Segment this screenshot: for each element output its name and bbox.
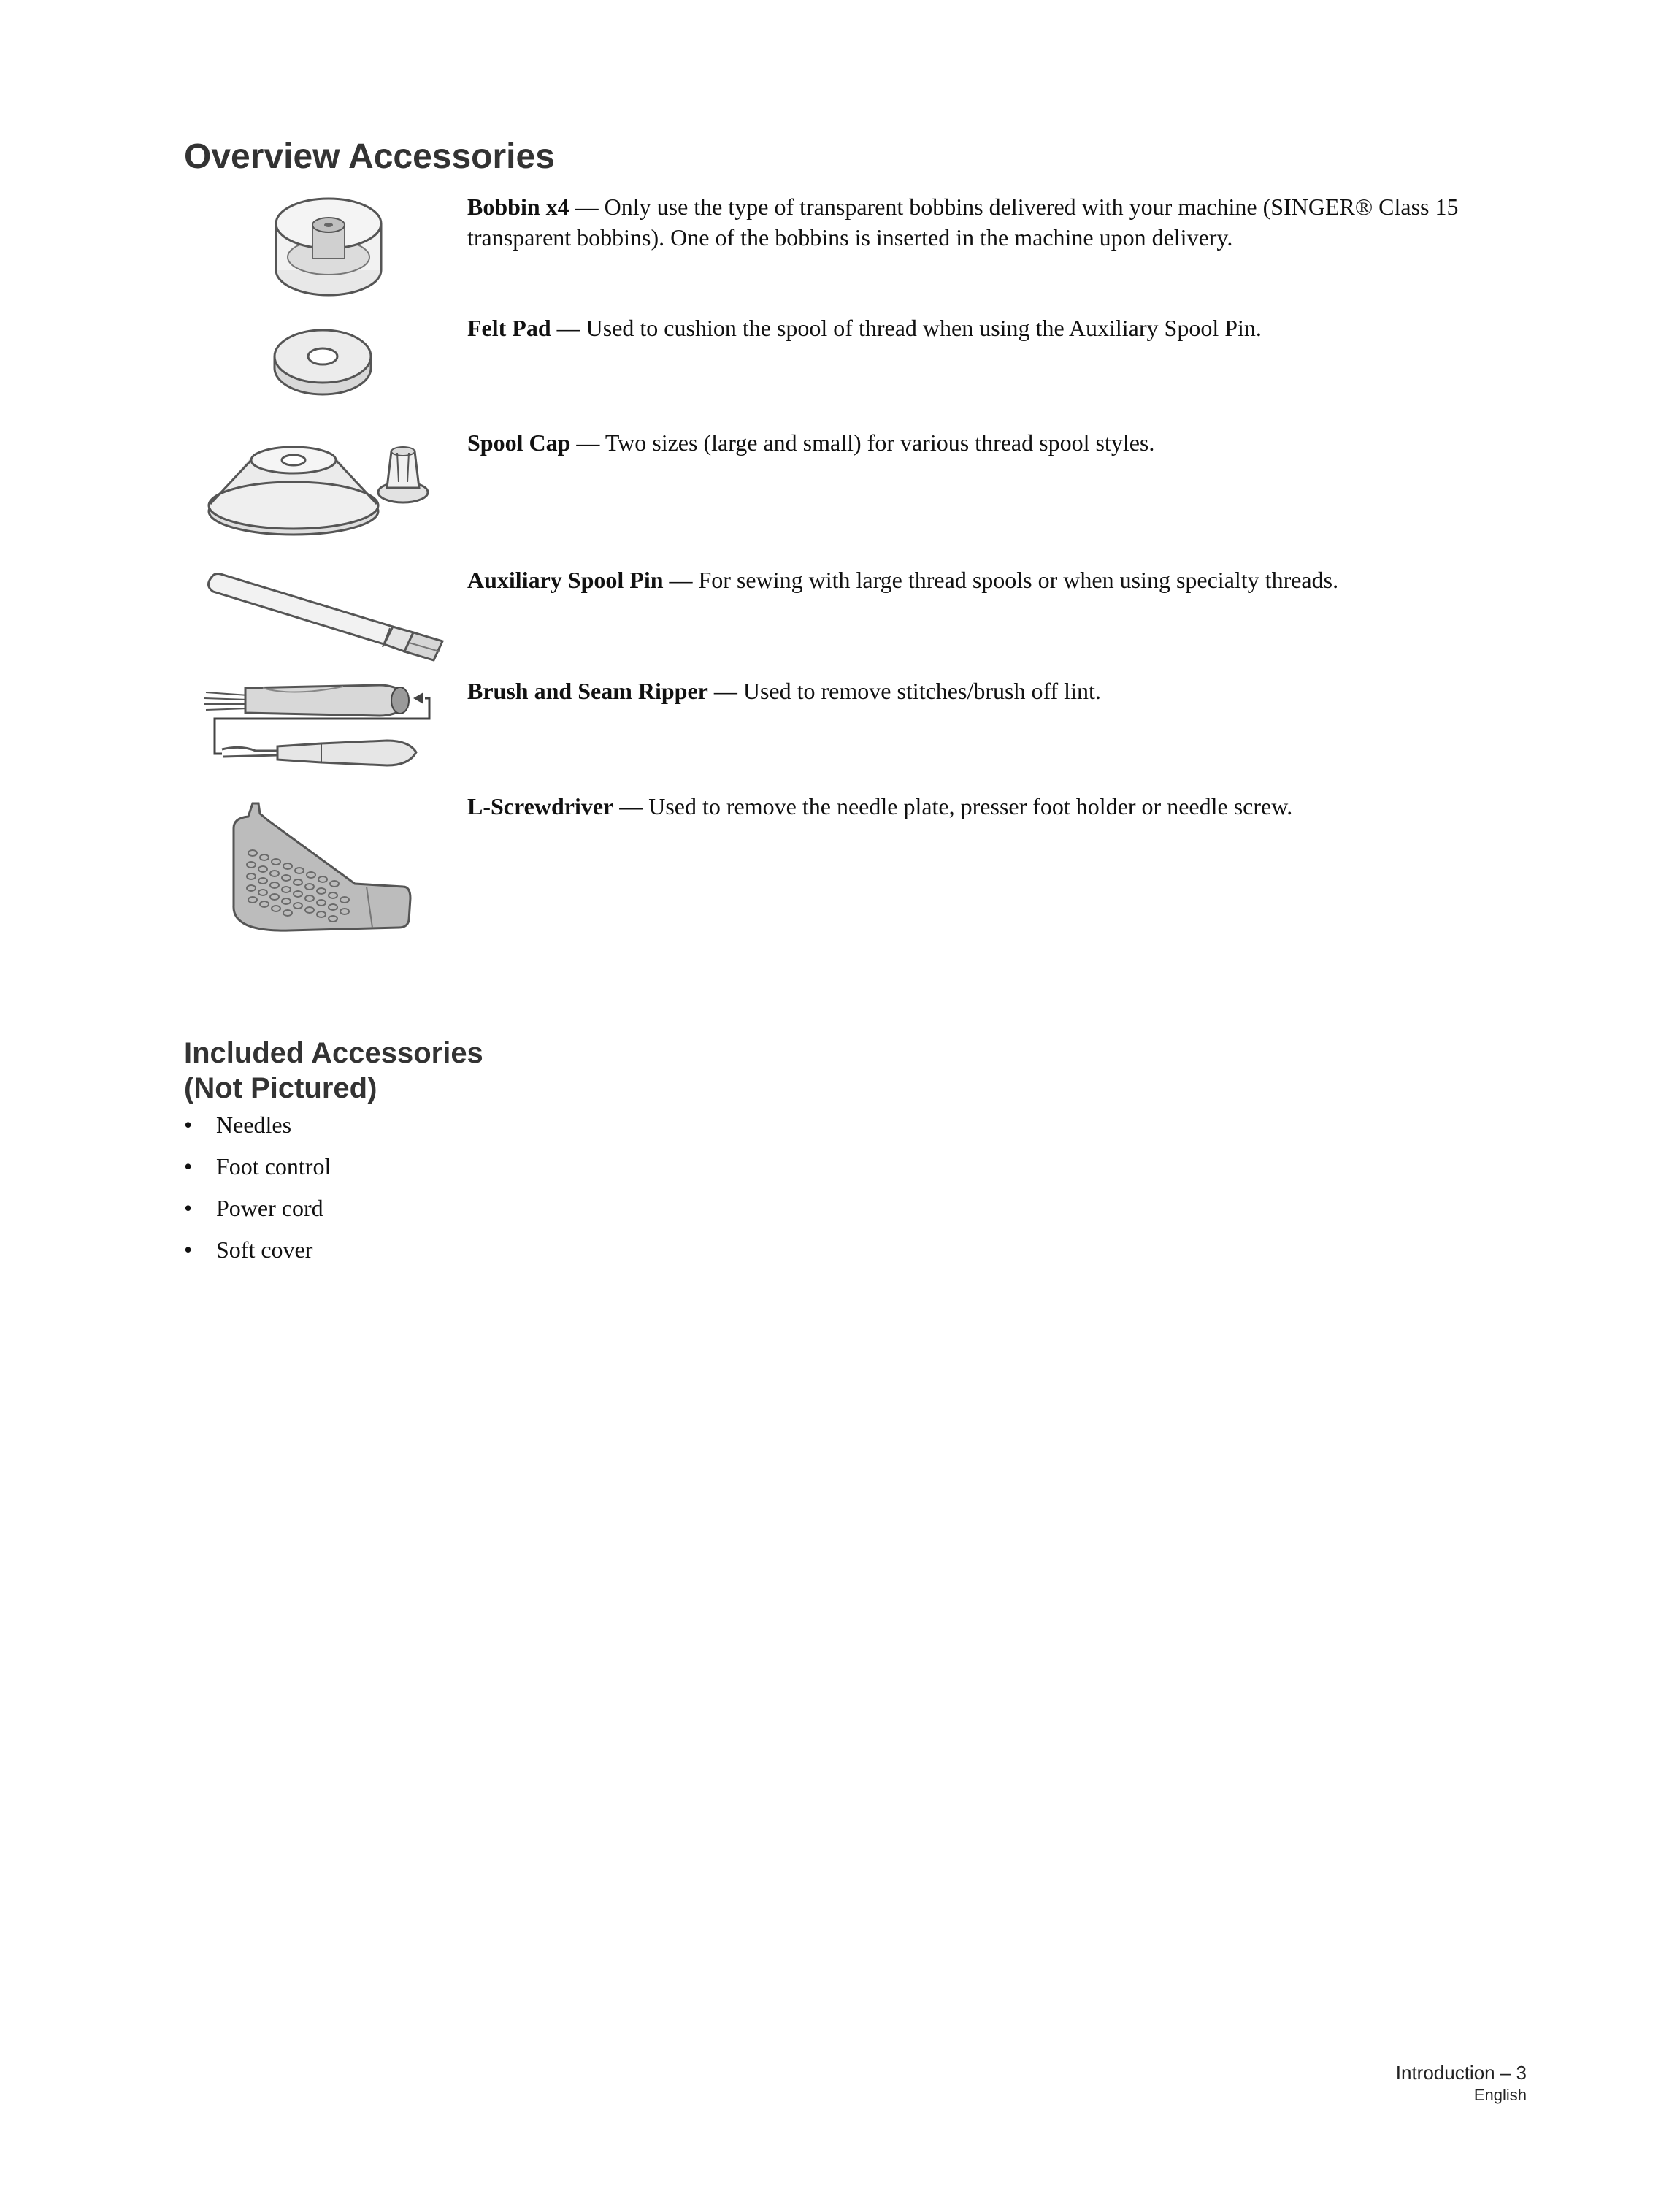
- item-name: Auxiliary Spool Pin: [467, 567, 664, 593]
- item-name: Felt Pad: [467, 315, 551, 341]
- item-dash: —: [613, 793, 649, 819]
- included-title-line1: Included Accessories: [184, 1037, 483, 1069]
- bullet: •: [184, 1236, 193, 1263]
- included-title-line2: (Not Pictured): [184, 1072, 377, 1104]
- list-item: [184, 1188, 331, 1229]
- item-text: Used to remove the needle plate, presser foot holder or needle screw.: [648, 793, 1293, 819]
- included-list: [184, 1104, 331, 1271]
- bobbin-icon: [270, 191, 387, 301]
- footer-section: Introduction – 3: [1395, 2062, 1527, 2084]
- item-text: For sewing with large thread spools or when using specialty threads.: [698, 567, 1339, 593]
- list-item: [184, 1104, 331, 1146]
- list-item: [184, 1229, 331, 1271]
- item-text: Two sizes (large and small) for various thread spool styles.: [605, 429, 1155, 456]
- spool-pin-description: [467, 565, 1489, 595]
- list-item-text: Soft cover: [216, 1236, 313, 1263]
- item-dash: —: [663, 567, 699, 593]
- felt-pad-icon: [272, 326, 374, 399]
- item-text: Used to remove stitches/brush off lint.: [743, 678, 1101, 704]
- l-screwdriver-icon: [223, 796, 413, 942]
- list-item: [184, 1146, 331, 1188]
- item-text: Only use the type of transparent bobbins delivered with your machine (SINGER® Class 15 transparent bobbins). One of the bobbins is inserted in the machine upon delivery.: [467, 194, 1459, 251]
- bullet: •: [184, 1195, 193, 1221]
- bullet: •: [184, 1112, 193, 1138]
- l-screwdriver-description: [467, 791, 1489, 822]
- item-dash: —: [570, 429, 605, 456]
- included-title: [184, 1036, 593, 1106]
- overview-title: Overview Accessories: [184, 137, 555, 176]
- item-name: Brush and Seam Ripper: [467, 678, 708, 704]
- item-dash: —: [707, 678, 743, 704]
- bobbin-description: [467, 191, 1489, 253]
- spool-cap-icon: [206, 438, 440, 540]
- footer-language: English: [1473, 2086, 1527, 2104]
- item-name: L-Screwdriver: [467, 793, 614, 819]
- item-name: Bobbin x4: [467, 194, 569, 220]
- brush-seam-ripper-description: [467, 676, 1489, 706]
- item-text: Used to cushion the spool of thread when using the Auxiliary Spool Pin.: [586, 315, 1262, 341]
- bullet: •: [184, 1153, 193, 1179]
- list-item-text: Power cord: [216, 1195, 323, 1221]
- list-item-text: Foot control: [216, 1153, 331, 1179]
- item-dash: —: [569, 194, 605, 220]
- list-item-text: Needles: [216, 1112, 292, 1138]
- spool-pin-icon: [202, 562, 450, 665]
- item-dash: —: [551, 315, 586, 341]
- felt-pad-description: [467, 313, 1489, 343]
- page-footer: [1396, 2061, 1527, 2106]
- item-name: Spool Cap: [467, 429, 571, 456]
- spool-cap-description: [467, 427, 1489, 458]
- brush-seam-ripper-icon: [197, 678, 438, 773]
